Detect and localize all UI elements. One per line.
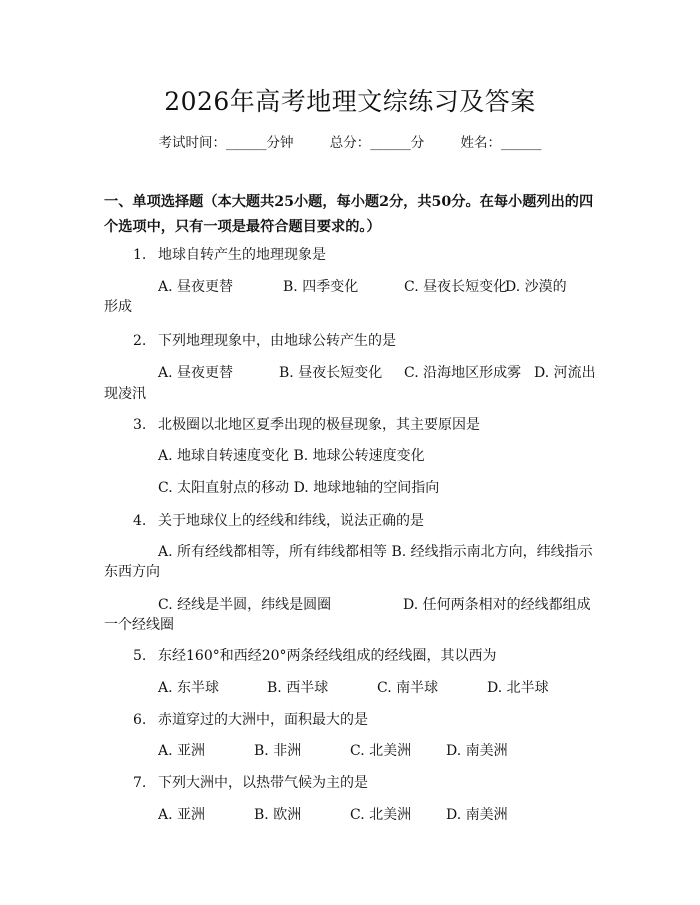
- option-c: C. 北美洲: [350, 743, 412, 759]
- question-number: 7.: [133, 775, 147, 791]
- question-2-wrap: 现凌汛: [104, 386, 146, 402]
- question-4-options-line2: [158, 594, 591, 614]
- question-number: 1.: [133, 247, 147, 263]
- question-6-stem: [133, 709, 368, 729]
- question-4-wrap1: 东西方向: [104, 564, 160, 580]
- exam-score: 总分：______分: [329, 135, 425, 151]
- option-a: A. 亚洲: [158, 807, 206, 823]
- question-number: 6.: [133, 712, 147, 728]
- question-4-stem: [133, 510, 424, 530]
- question-1-wrap: 形成: [104, 299, 132, 315]
- section-heading: 一、单项选择题（本大题共25小题，每小题2分，共50分。在每小题列出的四个选项中，只有一项是最符合题目要求的。）: [104, 194, 594, 235]
- question-3-stem: [133, 414, 480, 434]
- question-1-stem: [133, 244, 326, 264]
- question-number: 5.: [133, 648, 147, 664]
- exam-time: 考试时间：______分钟: [158, 135, 294, 151]
- option-c: C. 昼夜长短变化: [404, 279, 508, 295]
- option-c: C. 经线是半圆，纬线是圆圈: [158, 597, 332, 613]
- page-title: 2026年高考地理文综练习及答案: [164, 87, 536, 116]
- option-a: A. 昼夜更替: [158, 365, 234, 381]
- question-6-options: [158, 740, 508, 760]
- option-c: C. 南半球: [377, 680, 439, 696]
- option-d: D. 南美洲: [446, 743, 508, 759]
- option-d: D. 北半球: [487, 680, 549, 696]
- option-a: A. 亚洲: [158, 743, 206, 759]
- question-7-options: [158, 804, 508, 824]
- question-text: 东经160°和西经20°两条经线组成的经线圈，其以西为: [158, 648, 497, 664]
- option-b: B. 非洲: [254, 743, 302, 759]
- question-3-options-line1: A. 地球自转速度变化 B. 地球公转速度变化: [158, 448, 425, 464]
- option-d: D. 任何两条相对的经线都组成: [403, 597, 591, 613]
- question-5-options: [158, 677, 549, 697]
- question-text: 关于地球仪上的经线和纬线，说法正确的是: [158, 513, 424, 529]
- option-c: C. 北美洲: [350, 807, 412, 823]
- option-d: D. 南美洲: [446, 807, 508, 823]
- question-text: 北极圈以北地区夏季出现的极昼现象，其主要原因是: [158, 417, 480, 433]
- option-b: B. 欧洲: [254, 807, 302, 823]
- student-name: 姓名：______: [460, 135, 542, 151]
- question-5-stem: [133, 645, 497, 665]
- question-number: 4.: [133, 513, 147, 529]
- option-b: B. 四季变化: [283, 279, 359, 295]
- question-text: 地球自转产生的地理现象是: [158, 247, 326, 263]
- question-text: 下列大洲中，以热带气候为主的是: [158, 775, 368, 791]
- question-2-stem: [133, 330, 396, 350]
- option-d: D. 河流出: [534, 365, 596, 381]
- option-a: A. 昼夜更替: [158, 279, 234, 295]
- question-number: 3.: [133, 417, 147, 433]
- question-1-options: [158, 276, 567, 296]
- exam-meta: [0, 131, 700, 151]
- question-4-wrap2: 一个经线圈: [104, 617, 174, 633]
- question-text: 下列地理现象中，由地球公转产生的是: [158, 333, 396, 349]
- option-b: B. 西半球: [267, 680, 329, 696]
- question-text: 赤道穿过的大洲中，面积最大的是: [158, 712, 368, 728]
- option-c: C. 沿海地区形成雾: [404, 365, 522, 381]
- question-3-options-line2: C. 太阳直射点的移动 D. 地球地轴的空间指向: [158, 480, 440, 496]
- option-d: D. 沙漠的: [505, 279, 567, 295]
- question-2-options: [158, 362, 596, 382]
- option-a: A. 东半球: [158, 680, 220, 696]
- option-b: B. 昼夜长短变化: [279, 365, 383, 381]
- question-number: 2.: [133, 333, 147, 349]
- question-7-stem: [133, 772, 368, 792]
- question-4-options-line1: A. 所有经线都相等，所有纬线都相等 B. 经线指示南北方向，纬线指示: [158, 544, 593, 560]
